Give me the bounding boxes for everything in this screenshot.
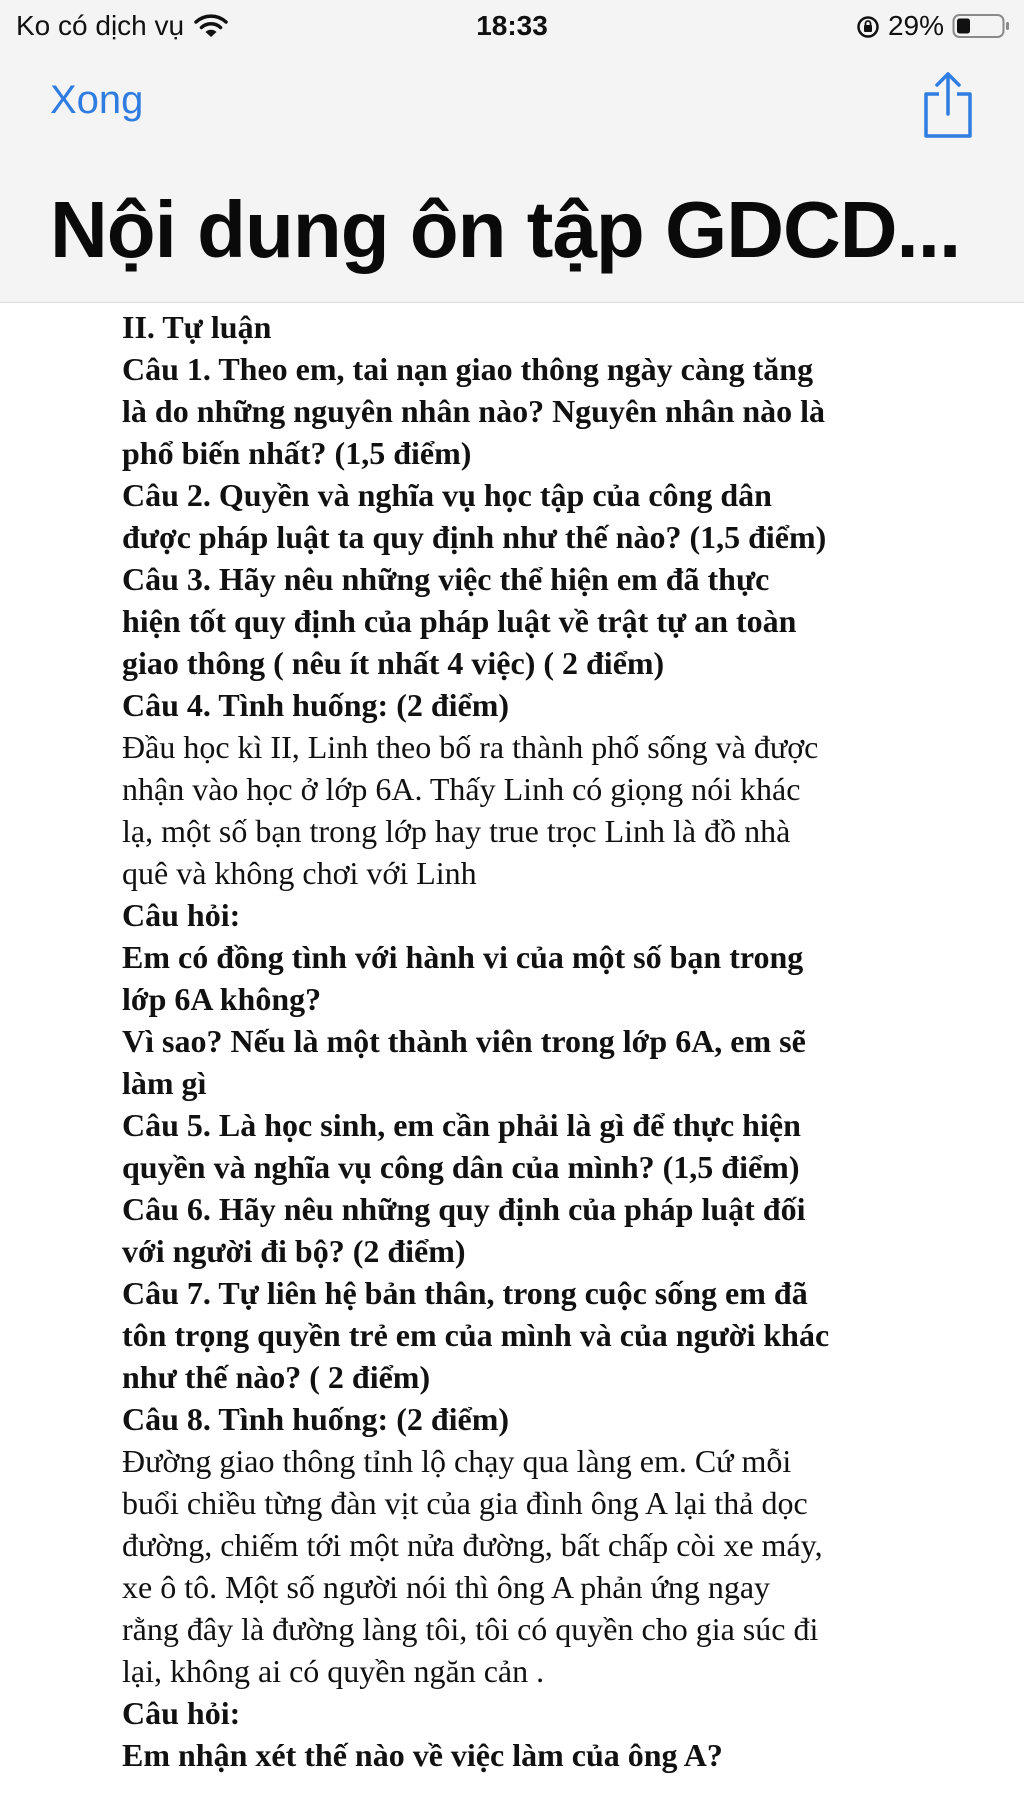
battery-percent: 29%	[887, 10, 944, 41]
status-bar	[0, 0, 1024, 52]
document-line: lớp 6A không?	[122, 981, 322, 1017]
document-line: lạ, một số bạn trong lớp hay true trọc Linh là đồ nhà	[122, 813, 791, 849]
document-line: tôn trọng quyền trẻ em của mình và của người khác	[122, 1317, 830, 1353]
document-line: quê và không chơi với Linh	[122, 855, 477, 891]
done-button[interactable]: Xong	[50, 78, 144, 122]
share-icon	[920, 127, 976, 144]
document-line: Câu 4. Tình huống: (2 điểm)	[122, 687, 510, 723]
document-line: đường, chiếm tới một nửa đường, bất chấp còi xe máy,	[122, 1527, 823, 1563]
page-title: Nội dung ôn tập GDCD...	[50, 185, 961, 274]
document-line: Đầu học kì II, Linh theo bố ra thành phố sống và được	[122, 729, 819, 765]
document-line: Câu 8. Tình huống: (2 điểm)	[122, 1401, 510, 1437]
document-line: Câu 3. Hãy nêu những việc thể hiện em đã thực	[122, 561, 770, 597]
document-line: với người đi bộ? (2 điểm)	[122, 1233, 466, 1269]
document-line: Em nhận xét thế nào về việc làm của ông A?	[122, 1737, 723, 1773]
document-line: Câu 7. Tự liên hệ bản thân, trong cuộc sống em đã	[122, 1275, 808, 1311]
document-line: Câu 5. Là học sinh, em cần phải là gì để thực hiện	[122, 1107, 801, 1143]
document-line: lại, không ai có quyền ngăn cản .	[122, 1653, 545, 1689]
document-line: buổi chiều từng đàn vịt của gia đình ông A lại thả dọc	[122, 1485, 808, 1521]
document-line: được pháp luật ta quy định như thế nào? (1,5 điểm)	[122, 519, 827, 555]
document-line: rằng đây là đường làng tôi, tôi có quyền cho gia súc đi	[122, 1611, 819, 1647]
document-line: Câu 6. Hãy nêu những quy định của pháp luật đối	[122, 1191, 806, 1227]
document-line: Câu 2. Quyền và nghĩa vụ học tập của công dân	[122, 477, 772, 513]
document-line: là do những nguyên nhân nào? Nguyên nhân nào là	[122, 393, 826, 429]
document-content	[122, 306, 1002, 1776]
document-line: Vì sao? Nếu là một thành viên trong lớp 6A, em sẽ	[122, 1023, 806, 1059]
document-line: quyền và nghĩa vụ công dân của mình? (1,5 điểm)	[122, 1149, 800, 1185]
orientation-lock-icon	[856, 14, 880, 38]
document-line: phổ biến nhất? (1,5 điểm)	[122, 435, 472, 471]
navigation-bar	[0, 52, 1024, 303]
document-line: hiện tốt quy định của pháp luật về trật tự an toàn	[122, 603, 797, 639]
document-line: làm gì	[122, 1065, 207, 1101]
share-button[interactable]	[920, 70, 976, 140]
document-line: Câu hỏi:	[122, 897, 241, 933]
document-line: Đường giao thông tỉnh lộ chạy qua làng em. Cứ mỗi	[122, 1443, 792, 1479]
status-right	[856, 10, 1010, 42]
document-line: giao thông ( nêu ít nhất 4 việc) ( 2 điểm)	[122, 645, 665, 681]
document-line: Câu 1. Theo em, tai nạn giao thông ngày càng tăng	[122, 351, 814, 387]
document-line: Em có đồng tình với hành vi của một số bạn trong	[122, 939, 804, 975]
carrier-label: Ko có dịch vụ	[16, 10, 185, 41]
document-line: nhận vào học ở lớp 6A. Thấy Linh có giọng nói khác	[122, 771, 801, 807]
battery-icon	[952, 12, 1010, 40]
document-line: xe ô tô. Một số người nói thì ông A phản ứng ngay	[122, 1569, 771, 1605]
document-line: như thế nào? ( 2 điểm)	[122, 1359, 431, 1395]
document-line: Câu hỏi:	[122, 1695, 241, 1731]
document-line: II. Tự luận	[122, 309, 272, 345]
clock: 18:33	[476, 10, 548, 41]
